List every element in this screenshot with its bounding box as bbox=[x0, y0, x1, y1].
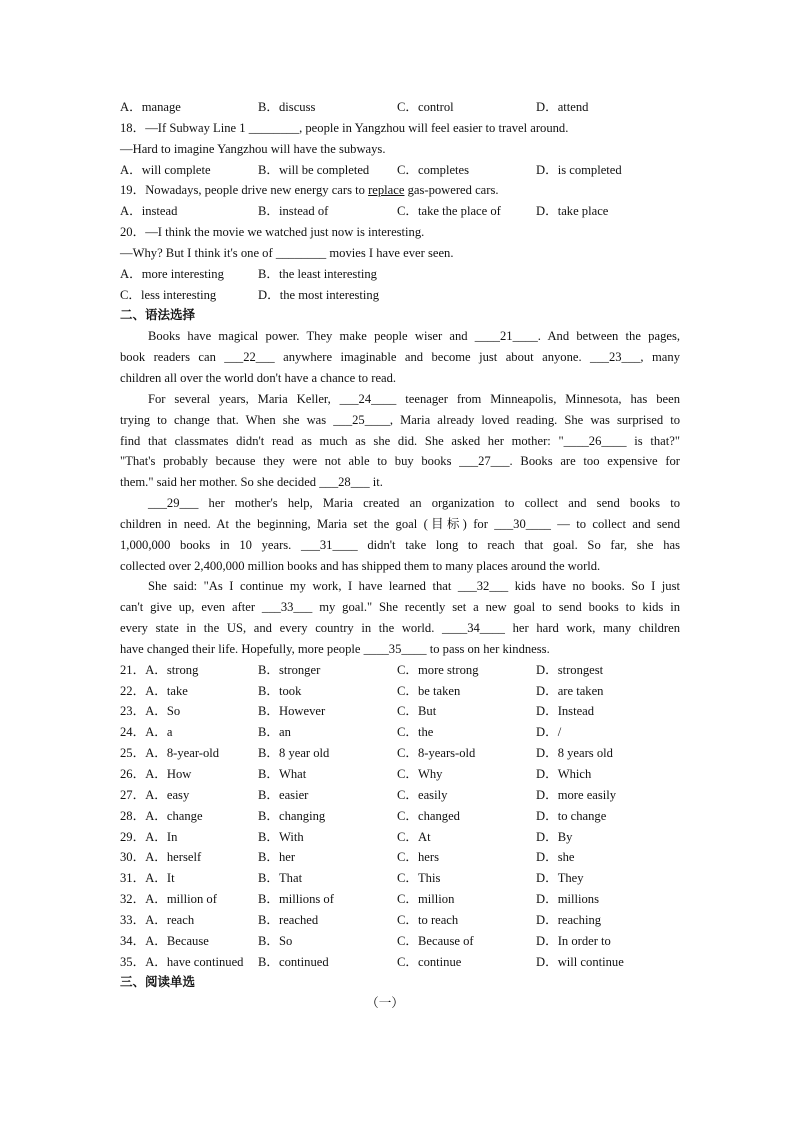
option-c: C．completes bbox=[397, 162, 470, 177]
option-a: 26．A．How bbox=[120, 767, 192, 781]
option-d: D．attend bbox=[536, 100, 589, 114]
option-d: D．she bbox=[536, 850, 575, 865]
option-c: C．million bbox=[397, 892, 455, 907]
passage-line: 1,000,000 books in 10 years. ___31____ didn't take long to reach that goal. So far, she has bbox=[120, 537, 680, 552]
option-a: 31．A．It bbox=[120, 871, 175, 886]
option-a: 27．A．easy bbox=[120, 787, 190, 802]
option-c: C．Why bbox=[397, 767, 443, 781]
option-b: B．the least interesting bbox=[258, 266, 377, 281]
option-b: B．took bbox=[258, 683, 302, 698]
option-c: C．At bbox=[397, 829, 431, 844]
choice-row bbox=[120, 827, 680, 848]
option-a: A．more interesting bbox=[120, 266, 224, 281]
q19-options bbox=[120, 201, 680, 222]
choice-list bbox=[120, 660, 680, 973]
option-b: B．8 year old bbox=[258, 746, 330, 761]
q20-stem: 20．—I think the movie we watched just now is interesting. bbox=[120, 225, 425, 240]
option-d: D．strongest bbox=[536, 662, 604, 677]
section-2-title: 二、语法选择 bbox=[120, 307, 196, 323]
choice-row bbox=[120, 660, 680, 681]
choice-row bbox=[120, 847, 680, 868]
passage-line: She said: "As I continue my work, I have learned that ___32___ kids have no books. So I just bbox=[148, 579, 680, 594]
q19-underlined-word: replace bbox=[368, 183, 405, 198]
option-b: B．stronger bbox=[258, 662, 321, 677]
option-b: B．discuss bbox=[258, 100, 316, 114]
q20-options-ab bbox=[120, 264, 680, 285]
passage-line: children all over the world don't have a chance to read. bbox=[120, 370, 397, 385]
option-c: C．But bbox=[397, 704, 437, 719]
passage-line: can't give up, even after ___33___ my goal." She recently set a new goal to send books to kids in bbox=[120, 600, 680, 615]
option-c: C．the bbox=[397, 725, 434, 740]
choice-row bbox=[120, 701, 680, 722]
q18-reply: —Hard to imagine Yangzhou will have the subways. bbox=[120, 141, 386, 156]
option-c: C．hers bbox=[397, 850, 439, 865]
passage-line: every state in the US, and every country in the world. ____34____ her hard work, many children bbox=[120, 621, 680, 636]
option-a: 22．A．take bbox=[120, 683, 188, 698]
choice-row bbox=[120, 868, 680, 889]
option-c: C．Because of bbox=[397, 933, 474, 948]
option-a: A．will complete bbox=[120, 162, 211, 177]
option-b: B．an bbox=[258, 725, 291, 740]
q18-options bbox=[120, 160, 680, 181]
passage-line: "That's probably because they were not able to buy books ___27___. Books are too expensive for bbox=[120, 454, 680, 469]
passage-line: them." said her mother. So she decided ___28___ it. bbox=[120, 475, 383, 490]
option-d: D．Which bbox=[536, 767, 592, 781]
choice-row bbox=[120, 889, 680, 910]
option-a: 21．A．strong bbox=[120, 662, 199, 677]
q20-options-cd bbox=[120, 285, 680, 306]
option-b: B．changing bbox=[258, 808, 326, 823]
option-a: 35．A．have continued bbox=[120, 954, 244, 969]
choice-row bbox=[120, 785, 680, 806]
option-c: C．to reach bbox=[397, 912, 459, 927]
choice-row bbox=[120, 743, 680, 764]
option-a: 34．A．Because bbox=[120, 933, 209, 948]
choice-row bbox=[120, 681, 680, 702]
option-b: B．However bbox=[258, 704, 326, 719]
q19-stem-before: 19．Nowadays, people drive new energy cars to bbox=[120, 183, 369, 198]
option-a: 33．A．reach bbox=[120, 912, 195, 927]
option-d: D．By bbox=[536, 829, 573, 844]
option-b: B．will be completed bbox=[258, 162, 370, 177]
q17-options bbox=[120, 97, 680, 118]
option-a: A．manage bbox=[120, 100, 181, 114]
option-d: D．/ bbox=[536, 725, 562, 740]
option-c: C．take the place of bbox=[397, 204, 501, 219]
option-a: A．instead bbox=[120, 204, 178, 219]
option-a: 28．A．change bbox=[120, 808, 203, 823]
option-d: D．more easily bbox=[536, 787, 617, 802]
option-b: B．instead of bbox=[258, 204, 329, 219]
option-c: C．continue bbox=[397, 954, 462, 969]
option-c: C．changed bbox=[397, 808, 460, 823]
passage-line: collected over 2,400,000 million books and has shipped them to many places around the world. bbox=[120, 558, 601, 573]
option-d: D．They bbox=[536, 871, 584, 886]
exam-page bbox=[120, 97, 680, 1014]
option-b: B．reached bbox=[258, 912, 319, 927]
passage-line: find that classmates didn't read as much as she did. She asked her mother: "____26____ is that?" bbox=[120, 433, 680, 448]
option-b: B．What bbox=[258, 767, 307, 781]
q19-stem bbox=[120, 180, 680, 201]
option-b: B．So bbox=[258, 933, 293, 948]
option-b: B．millions of bbox=[258, 892, 334, 907]
choice-row bbox=[120, 722, 680, 743]
option-c: C．more strong bbox=[397, 662, 479, 677]
option-d: D．Instead bbox=[536, 704, 595, 719]
option-c: C．8-years-old bbox=[397, 746, 476, 761]
q19-stem-after: gas-powered cars. bbox=[404, 183, 499, 198]
option-d: D．millions bbox=[536, 892, 599, 907]
passage-line: children in need. At the beginning, Maria set the goal (目标) for ___30____ — to collect and send bbox=[120, 516, 680, 531]
q20-reply: —Why? But I think it's one of ________ movies I have ever seen. bbox=[120, 245, 454, 260]
option-b: B．easier bbox=[258, 787, 309, 802]
option-c: C．be taken bbox=[397, 683, 461, 698]
option-d: D．In order to bbox=[536, 933, 611, 948]
option-c: C．less interesting bbox=[120, 287, 217, 302]
subsection-label: （一） bbox=[366, 996, 404, 1011]
option-d: D．will continue bbox=[536, 954, 624, 969]
option-a: 32．A．million of bbox=[120, 892, 217, 907]
option-c: C．easily bbox=[397, 787, 448, 802]
option-b: B．With bbox=[258, 829, 304, 844]
choice-row bbox=[120, 952, 680, 973]
option-a: 25．A．8-year-old bbox=[120, 746, 220, 761]
passage-line: have changed their life. Hopefully, more people ____35____ to pass on her kindness. bbox=[120, 641, 550, 656]
option-b: B．That bbox=[258, 871, 303, 886]
choice-row bbox=[120, 806, 680, 827]
option-a: 23．A．So bbox=[120, 704, 181, 719]
option-d: D．to change bbox=[536, 808, 607, 823]
option-d: D．take place bbox=[536, 204, 609, 219]
option-b: B．her bbox=[258, 850, 296, 865]
passage-line: book readers can ___22___ anywhere imaginable and become just about anyone. ___23___, many bbox=[120, 350, 680, 365]
option-a: 30．A．herself bbox=[120, 850, 202, 865]
option-b: B．continued bbox=[258, 954, 329, 969]
choice-row bbox=[120, 910, 680, 931]
choice-row bbox=[120, 931, 680, 952]
section-3-title: 三、阅读单选 bbox=[120, 974, 196, 990]
passage-line: Books have magical power. They make people wiser and ____21____. And between the pages, bbox=[148, 329, 680, 344]
option-c: C．control bbox=[397, 100, 454, 114]
passage-line: trying to change that. When she was ___25____, Maria already loved reading. She was surprised to bbox=[120, 412, 680, 427]
passage-line: ___29___ her mother's help, Maria created an organization to collect and send books to bbox=[148, 496, 680, 511]
option-c: C．This bbox=[397, 871, 441, 886]
q18-stem: 18．—If Subway Line 1 ________, people in Yangzhou will feel easier to travel around. bbox=[120, 120, 569, 135]
option-a: 24．A．a bbox=[120, 725, 173, 740]
option-d: D．reaching bbox=[536, 912, 602, 927]
option-d: D．are taken bbox=[536, 683, 604, 698]
option-d: D．is completed bbox=[536, 162, 622, 177]
choice-row bbox=[120, 764, 680, 785]
option-a: 29．A．In bbox=[120, 829, 178, 844]
option-d: D．the most interesting bbox=[258, 287, 380, 302]
passage-line: For several years, Maria Keller, ___24____ teenager from Minneapolis, Minnesota, has been bbox=[148, 391, 680, 406]
option-d: D．8 years old bbox=[536, 746, 613, 761]
